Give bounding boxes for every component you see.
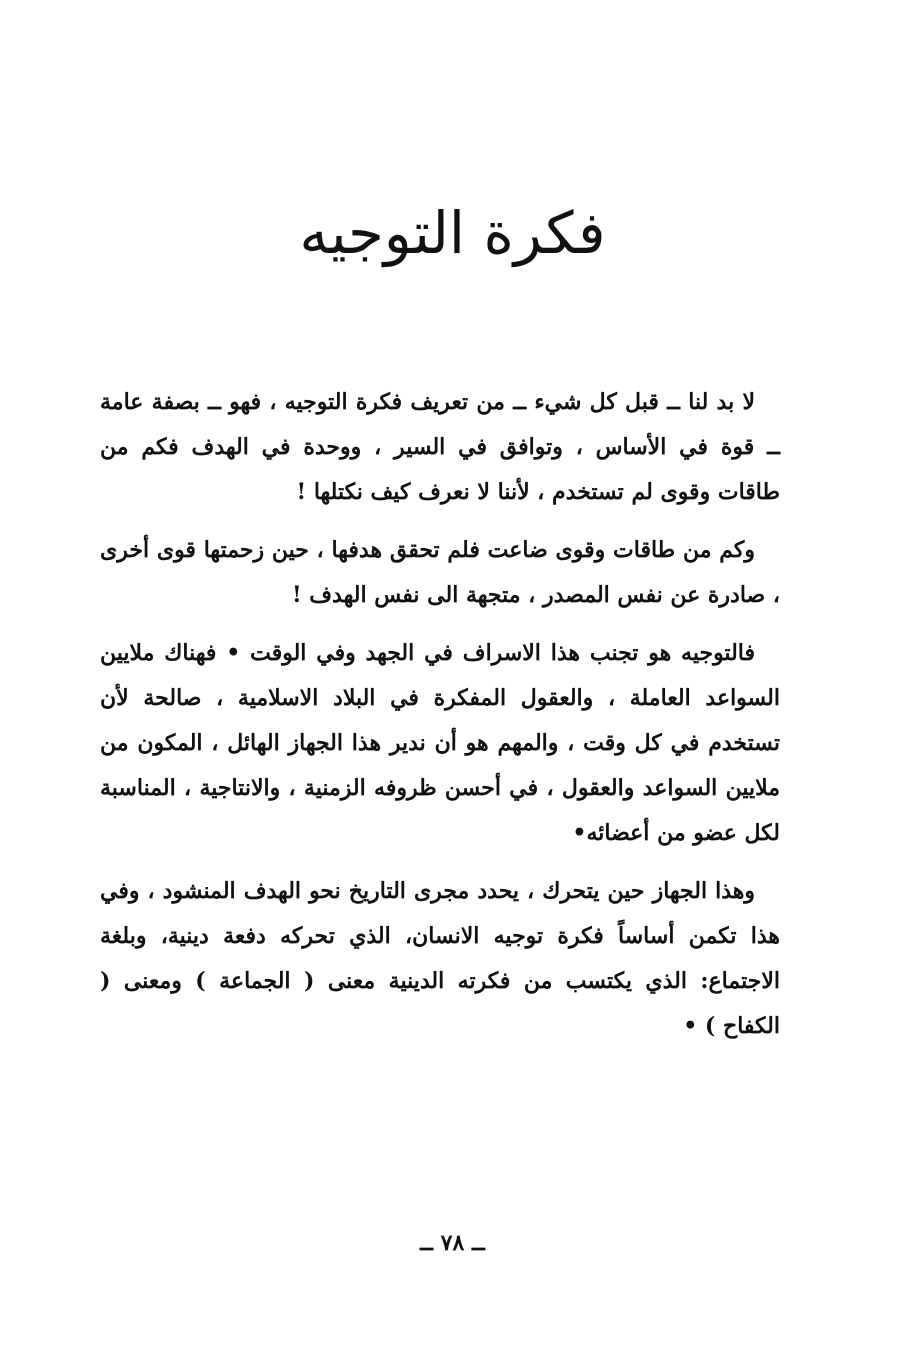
paragraph-4: وهذا الجهاز حين يتحرك ، يحدد مجرى التاريخ نحو الهدف المنشود ، وفي هذا تكمن أساساً فكرة توجيه الانسان، الذي تحركه دفعة دينية، وبلغة الاجتماع: الذي يكتسب من فكرته الدينية معنى ( الجماعة ) ومعنى ( الكفاح ) • bbox=[100, 878, 780, 1039]
paragraph-1: لا بد لنا ــ قبل كل شيء ــ من تعريف فكرة التوجيه ، فهو ــ بصفة عامة ــ قوة في الأساس ، وتوافق في السير ، ووحدة في الهدف فكم من طاقات وقوى لم تستخدم ، لأننا لا نعرف كيف نكتلها ! bbox=[100, 389, 780, 505]
paragraph-2: وكم من طاقات وقوى ضاعت فلم تحقق هدفها ، حين زحمتها قوى أخرى ، صادرة عن نفس المصدر ، متجهة الى نفس الهدف ! bbox=[100, 537, 780, 608]
paragraph-3: فالتوجيه هو تجنب هذا الاسراف في الجهد وفي الوقت • فهناك ملايين السواعد العاملة ، والعقول المفكرة في البلاد الاسلامية ، صالحة لأن تستخدم في كل وقت ، والمهم هو أن ندير هذا الجهاز الهائل ، المكون من ملايين السواعد والعقول ، في أحسن ظروفه الزمنية ، والانتاجية ، المناسبة لكل عضو من أعضائه• bbox=[100, 640, 780, 846]
chapter-title: فكرة التوجيه bbox=[299, 199, 606, 267]
body-text bbox=[100, 380, 780, 1062]
page-number: ــ ٧٨ ــ bbox=[420, 1230, 485, 1256]
